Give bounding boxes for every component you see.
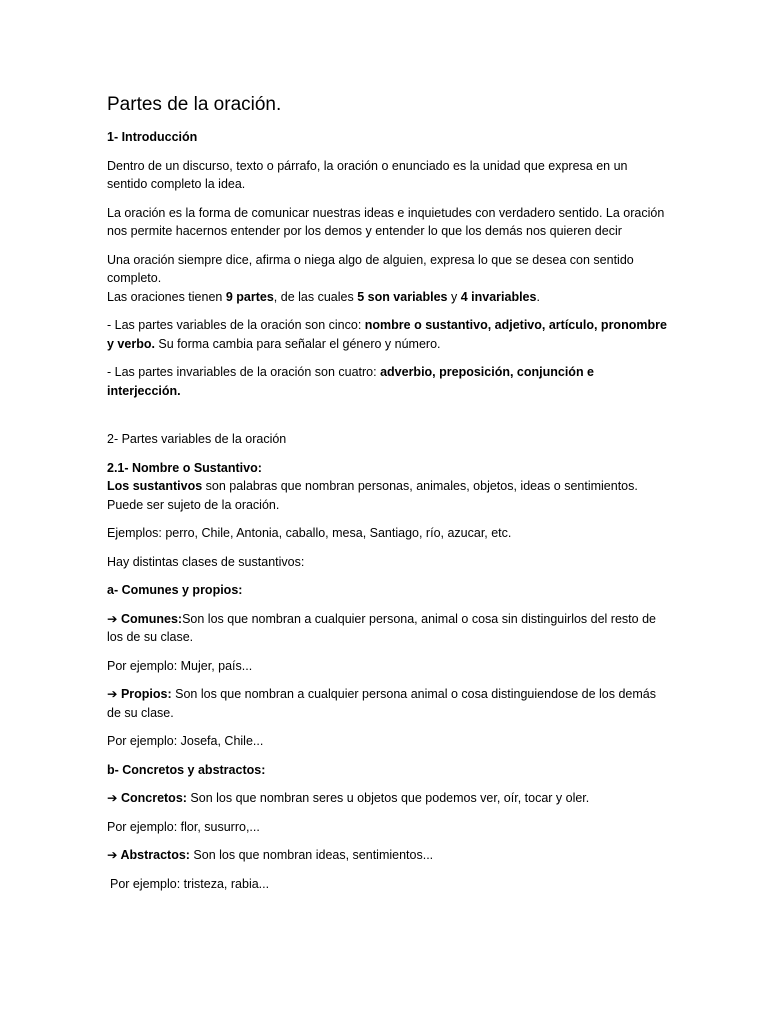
p3-bold-nine-parts: 9 partes (225, 289, 274, 304)
p3-text-a: Las oraciones tienen (107, 289, 226, 304)
arrow-right-icon: ➔ (107, 687, 121, 701)
p3-text-e: y (447, 289, 461, 304)
abstractos-text: Son los que nombran ideas, sentimientos... (189, 848, 434, 862)
abstractos-definition (107, 846, 667, 865)
sustantivo-heading: 2.1- Nombre o Sustantivo: (107, 460, 262, 475)
section-spacer (107, 410, 667, 430)
p4-text-c: Su forma cambia para señalar el género y número. (154, 336, 441, 351)
p4-text-a: - Las partes variables de la oración son cinco: (107, 318, 365, 332)
abstractos-example: Por ejemplo: tristeza, rabia... (110, 876, 270, 891)
arrow-right-icon: ➔ (107, 791, 121, 805)
p3-bold-four-invariables: 4 invariables (460, 289, 537, 304)
p3-text-g: . (536, 289, 540, 304)
concretos-label: Concretos: (120, 791, 187, 805)
comunes-definition (107, 610, 667, 647)
document-content (107, 92, 667, 903)
concretos-example: Por ejemplo: flor, susurro,... (107, 819, 260, 834)
comunes-label: Comunes: (120, 611, 183, 626)
sustantivo-block (107, 459, 667, 515)
arrow-right-icon: ➔ (107, 611, 121, 626)
section1-paragraph-1: Dentro de un discurso, texto o párrafo, la oración o enunciado es la unidad que expresa en un sentido completo la idea. (107, 158, 628, 191)
p5-text-a: - Las partes invariables de la oración son cuatro: (107, 365, 381, 379)
comunes-propios-heading: a- Comunes y propios: (107, 583, 243, 597)
arrow-right-icon: ➔ (107, 848, 121, 862)
classes-intro: Hay distintas clases de sustantivos: (107, 554, 305, 569)
comunes-text: Son los que nombran a cualquier persona, animal o cosa sin distinguirlos del resto de los de su clase. (107, 611, 656, 644)
propios-example: Por ejemplo: Josefa, Chile... (107, 734, 264, 748)
propios-label: Propios: (120, 687, 172, 701)
section1-paragraph-5 (107, 363, 667, 400)
p3-bold-five-variables: 5 son variables (357, 289, 448, 304)
section1-paragraph-3 (107, 251, 667, 307)
section1-paragraph-2: La oración es la forma de comunicar nuestras ideas e inquietudes con verdadero sentido. La oración nos permite hacernos entender por los demos y entender lo que los demás nos quieren decir (107, 205, 665, 238)
propios-text: Son los que nombran a cualquier persona animal o cosa distinguiendose de los demás de su clase. (107, 687, 656, 720)
section2-heading: 2- Partes variables de la oración (107, 432, 287, 446)
p4-bold-variable-parts: nombre o sustantivo, adjetivo, artículo, pronombre y verbo. (107, 318, 667, 351)
section1-heading: 1- Introducción (107, 130, 198, 144)
p3-line1: Una oración siempre dice, afirma o niega algo de alguien, expresa lo que se desea con sentido completo. (107, 252, 634, 285)
propios-definition (107, 685, 667, 722)
comunes-example: Por ejemplo: Mujer, país... (107, 658, 253, 673)
sustantivos-definition: son palabras que nombran personas, animales, objetos, ideas o sentimientos. Puede ser sujeto de la oración. (107, 479, 638, 512)
concretos-abstractos-heading: b- Concretos y abstractos: (107, 762, 266, 777)
section1-paragraph-4 (107, 316, 667, 353)
sustantivos-bold: Los sustantivos (107, 479, 203, 493)
document-title: Partes de la oración. (107, 94, 282, 115)
concretos-text: Son los que nombran seres u objetos que podemos ver, oír, tocar y oler. (186, 791, 590, 805)
sustantivo-examples: Ejemplos: perro, Chile, Antonia, caballo, mesa, Santiago, río, azucar, etc. (107, 526, 512, 540)
concretos-definition (107, 789, 667, 808)
p3-text-c: , de las cuales (273, 289, 358, 304)
abstractos-label: Abstractos: (120, 848, 190, 862)
p5-bold-invariable-parts: adverbio, preposición, conjunción e interjección. (107, 365, 595, 398)
